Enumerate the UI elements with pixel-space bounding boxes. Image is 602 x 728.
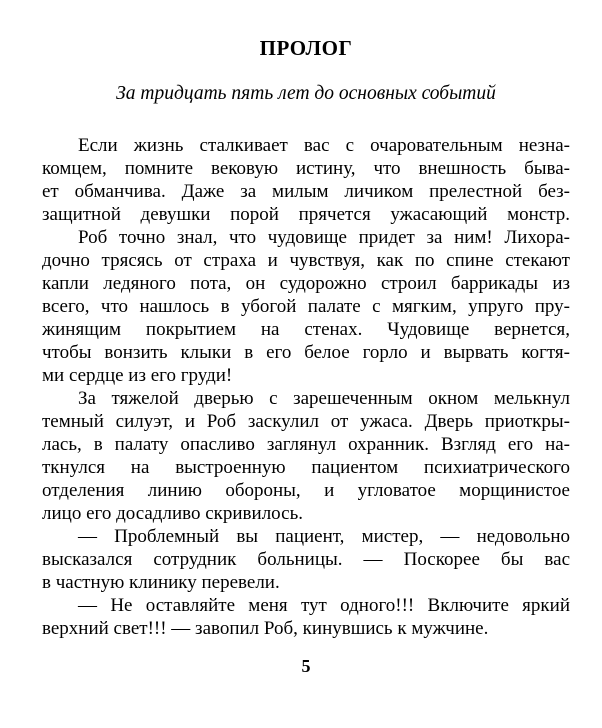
text-line: отделения линию обороны, и угловатое морщинистое	[42, 480, 570, 501]
text-line: высказался сотрудник больницы. — Поскорее бы вас	[42, 549, 570, 570]
text-line: За тяжелой дверью с зарешеченным окном мелькнул	[78, 388, 570, 409]
text-line: жинящим покрытием на стенах. Чудовище вернется,	[42, 319, 570, 340]
text-line: Если жизнь сталкивает вас с очаровательным незна-	[78, 135, 570, 156]
text-line: ми сердце из его груди!	[42, 365, 233, 386]
text-line: защитной девушки порой прячется ужасающий монстр.	[42, 204, 570, 225]
paragraph	[42, 134, 570, 226]
text-line: лицо его досадливо скривилось.	[42, 503, 303, 524]
text-line: всего, что нашлось в убогой палате с мягким, упруго пру-	[42, 296, 570, 317]
text-line: верхний свет!!! — завопил Роб, кинувшись к мужчине.	[42, 618, 489, 639]
text-line: ткнулся на выстроенную пациентом психиатрического	[42, 457, 570, 478]
page-title: ПРОЛОГ	[259, 36, 353, 60]
paragraph	[42, 594, 570, 640]
body-text	[42, 134, 570, 640]
text-line: чтобы вонзить клыки в его белое горло и вырвать когтя-	[42, 342, 570, 363]
text-line: темный силуэт, и Роб заскулил от ужаса. Дверь приоткры-	[42, 411, 570, 432]
paragraph	[42, 387, 570, 525]
text-line: дочно трясясь от страха и чувствуя, как по спине стекают	[42, 250, 570, 271]
text-line: в частную клинику перевели.	[42, 572, 280, 593]
text-line: ет обманчива. Даже за милым личиком прелестной без-	[42, 181, 570, 202]
text-line: лась, в палату опасливо заглянул охранник. Взгляд его на-	[42, 434, 570, 455]
text-line: комцем, помните вековую истину, что внешность быва-	[42, 158, 570, 179]
paragraph	[42, 226, 570, 387]
paragraph	[42, 525, 570, 594]
chapter-subtitle: За тридцать пять лет до основных событий	[116, 83, 496, 104]
text-line: Роб точно знал, что чудовище придет за ним! Лихора-	[78, 227, 570, 248]
text-line: — Проблемный вы пациент, мистер, — недовольно	[78, 526, 570, 547]
book-page	[0, 36, 602, 728]
text-line: — Не оставляйте меня тут одного!!! Включите яркий	[78, 595, 570, 616]
text-column	[42, 36, 570, 676]
page-number: 5	[301, 656, 311, 676]
text-line: капли ледяного пота, он судорожно строил баррикады из	[42, 273, 570, 294]
